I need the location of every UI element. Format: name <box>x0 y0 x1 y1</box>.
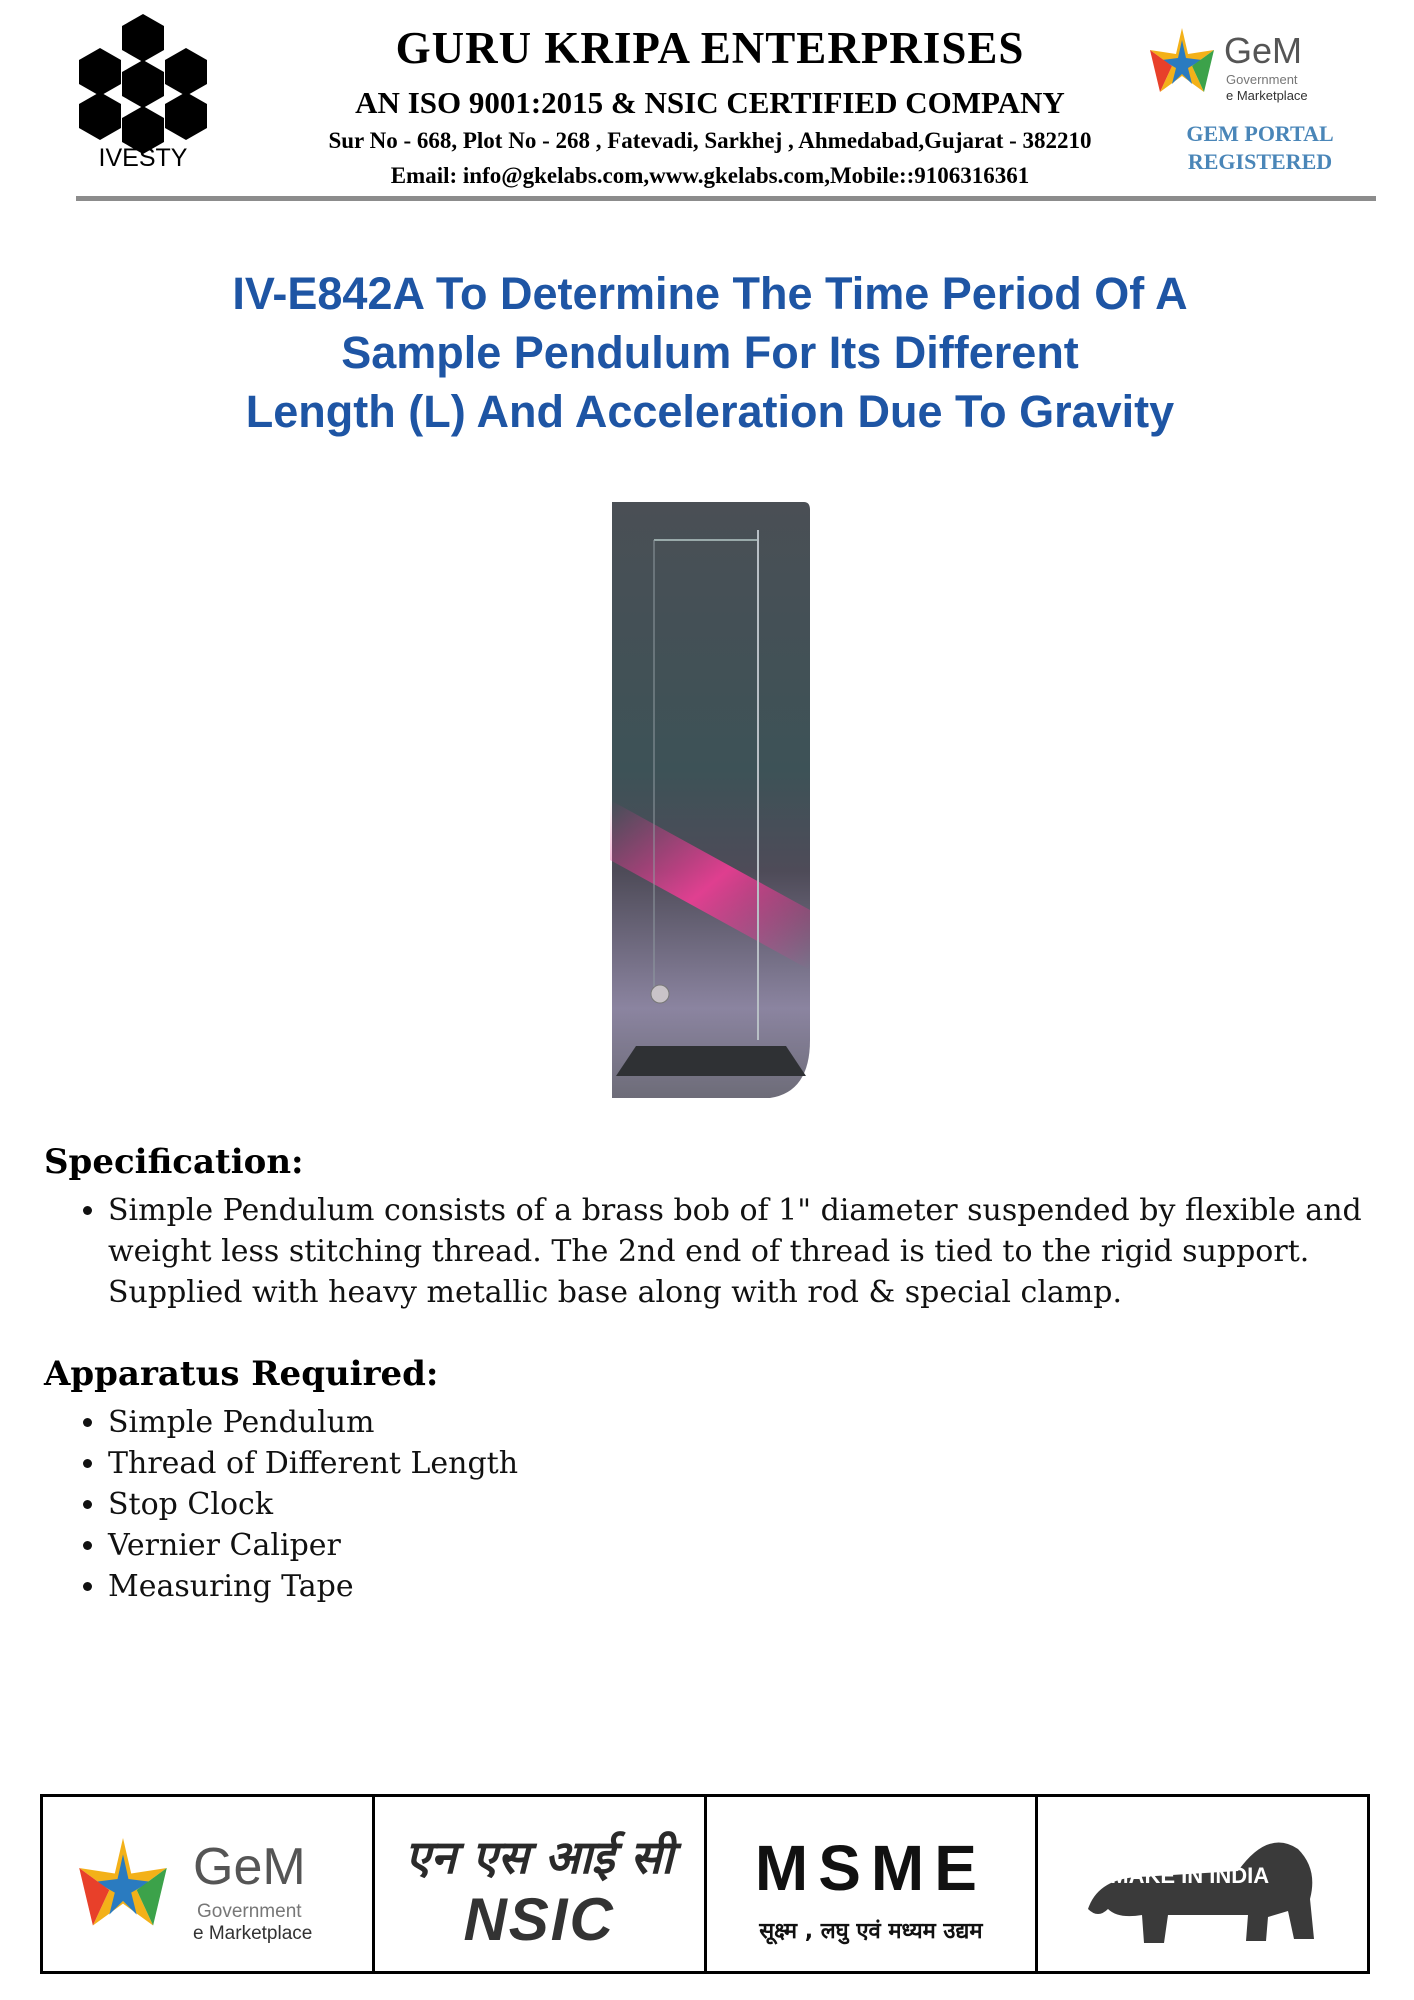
list-item: • Simple Pendulum consists of a brass bob of 1" diameter suspended by flexible and weight less stitching thread. The 2nd end of thread is tied to the rigid support. Supplied with heavy metallic base along with rod & special clamp. <box>108 1190 1414 1313</box>
gem-portal-line2: REGISTERED <box>1187 149 1333 174</box>
list-item: • Vernier Caliper <box>108 1525 1414 1566</box>
footer-gem-line1: Government <box>197 1901 302 1922</box>
make-in-india-text: MAKE IN INDIA <box>1110 1863 1270 1888</box>
gem-name: GeM <box>1224 30 1303 71</box>
header-divider <box>76 196 1376 201</box>
title-line-1: IV-E842A To Determine The Time Period Of A <box>232 268 1188 319</box>
list-item: • Measuring Tape <box>108 1566 1414 1607</box>
company-name: GURU KRIPA ENTERPRISES <box>395 23 1025 73</box>
footer-gem-line2: e Marketplace <box>193 1923 313 1944</box>
list-item: • Stop Clock <box>108 1484 1414 1525</box>
apparatus-list <box>64 1402 1414 1607</box>
address-line: Sur No - 668, Plot No - 268 , Fatevadi, Sarkhej , Ahmedabad,Gujarat - 382210 <box>328 128 1092 153</box>
contact-line: Email: info@gkelabs.com,www.gkelabs.com,Mobile::9106316361 <box>390 163 1030 188</box>
footer-gem-logo <box>43 1797 375 1971</box>
footer-gem-name: GeM <box>193 1838 306 1896</box>
specification-list <box>64 1190 1414 1313</box>
footer-msme-logo <box>707 1797 1039 1971</box>
nsic-name: NSIC <box>463 1886 615 1953</box>
msme-name: MSME <box>754 1832 987 1904</box>
page-title <box>180 264 1240 441</box>
lion-icon <box>1078 1819 1328 1959</box>
footer-make-in-india-logo <box>1038 1797 1367 1971</box>
gem-portal-label <box>1170 120 1350 176</box>
footer-logos <box>40 1794 1370 1974</box>
gem-line2: e Marketplace <box>1226 88 1308 103</box>
apparatus-heading: Apparatus Required: <box>44 1354 439 1394</box>
gem-star-icon <box>1142 20 1222 115</box>
list-item: • Thread of Different Length <box>108 1443 1414 1484</box>
nsic-hindi: एन एस आई सी <box>405 1830 674 1884</box>
list-item: • Simple Pendulum <box>108 1402 1414 1443</box>
gem-line1: Government <box>1226 72 1298 87</box>
logo-text: IVESTY <box>98 144 188 172</box>
gem-star-icon <box>63 1827 183 1957</box>
gem-logo-header <box>1142 20 1342 115</box>
title-line-3: Length (L) And Acceleration Due To Gravity <box>245 386 1175 437</box>
footer-nsic-logo <box>375 1797 707 1971</box>
certification-line: AN ISO 9001:2015 & NSIC CERTIFIED COMPANY <box>355 85 1065 120</box>
msme-hindi: सूक्ष्म , लघु एवं मध्यम उद्यम <box>759 1919 983 1944</box>
title-line-2: Sample Pendulum For Its Different <box>341 327 1079 378</box>
pendulum-product-image <box>610 500 810 1100</box>
specification-heading: Specification: <box>44 1142 304 1182</box>
gem-portal-line1: GEM PORTAL <box>1186 121 1334 146</box>
